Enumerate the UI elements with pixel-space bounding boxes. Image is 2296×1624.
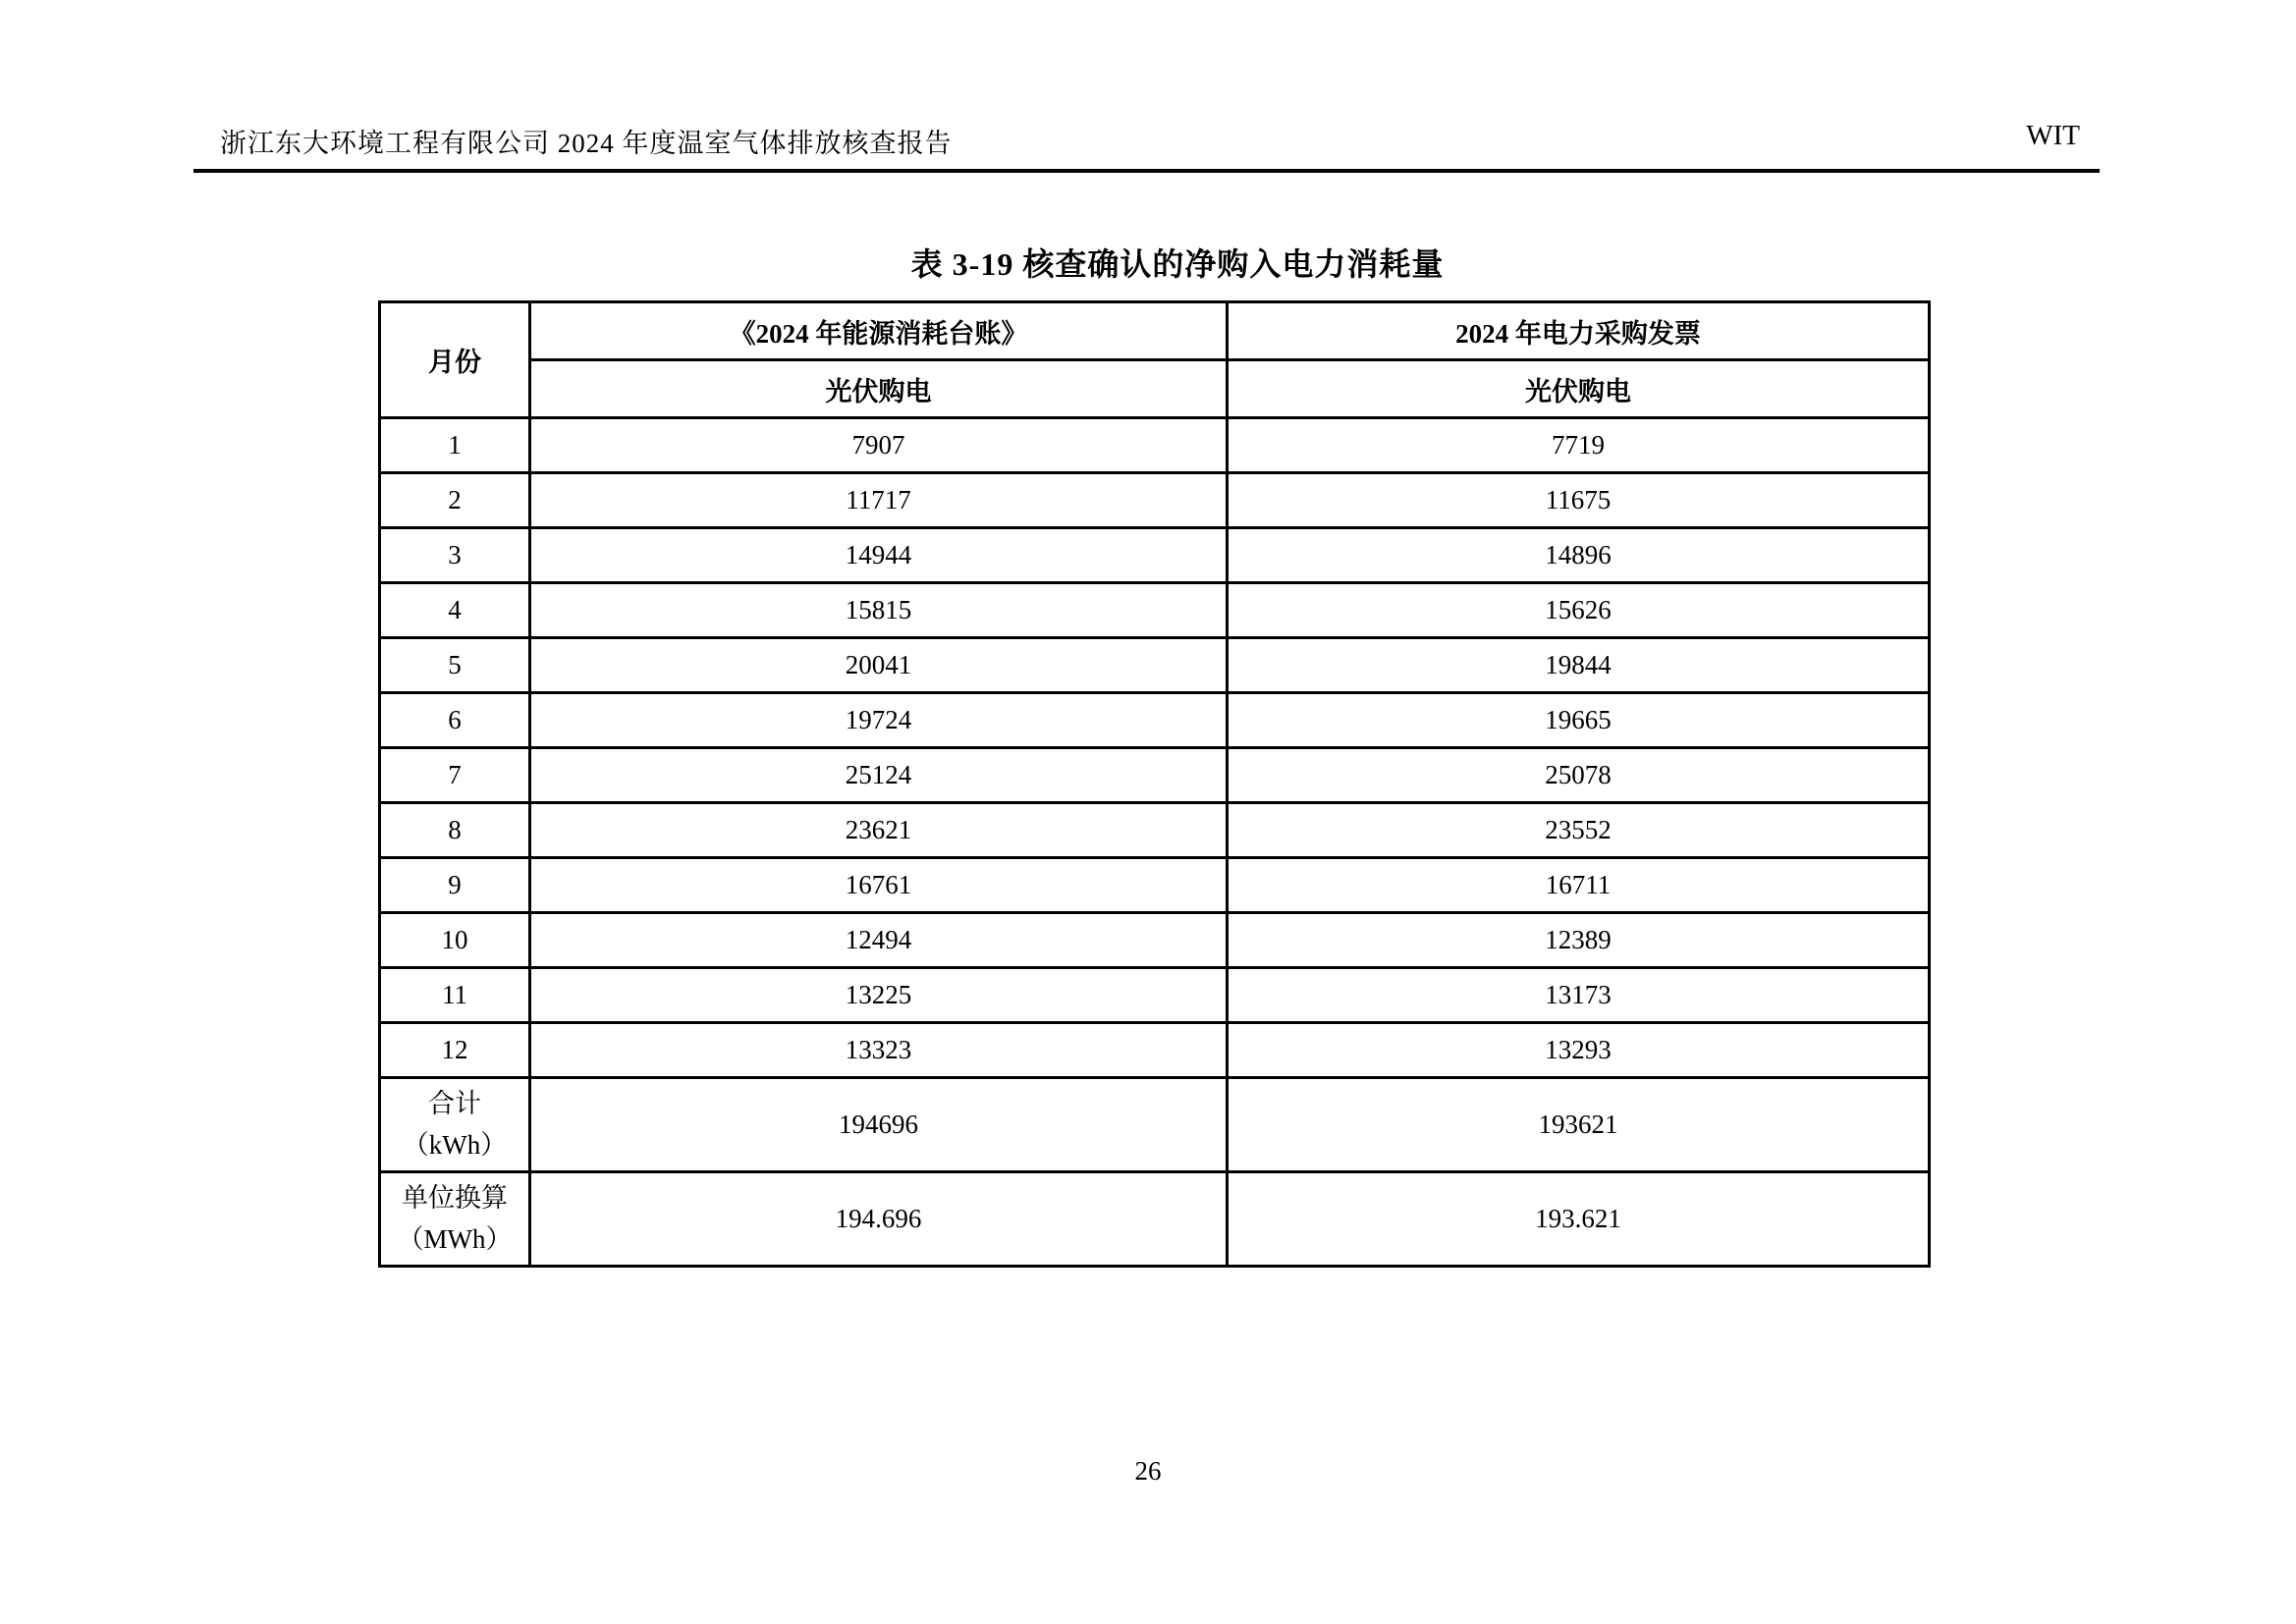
month-cell: 4 [380,583,530,638]
invoice-group-header: 2024 年电力采购发票 [1228,302,1930,360]
table-row [380,638,1930,693]
total-unit: （kWh） [402,1129,508,1160]
total-ledger-cell: 194696 [530,1078,1228,1172]
table-row [380,803,1930,858]
month-cell: 8 [380,803,530,858]
table-row [380,528,1930,583]
ledger-cell: 19724 [530,693,1228,748]
total-label: 合计 [428,1088,481,1118]
total-invoice-cell: 193621 [1228,1078,1930,1172]
ledger-cell: 25124 [530,748,1228,803]
invoice-cell: 11675 [1228,473,1930,528]
conversion-row [380,1172,1930,1267]
table-row [380,583,1930,638]
ledger-cell: 14944 [530,528,1228,583]
invoice-cell: 19665 [1228,693,1930,748]
page-number: 26 [1134,1456,1162,1486]
ledger-cell: 15815 [530,583,1228,638]
month-cell: 1 [380,418,530,473]
total-label-cell [380,1078,530,1172]
invoice-sub-header: 光伏购电 [1228,360,1930,418]
month-column-header: 月份 [380,302,530,418]
invoice-cell: 25078 [1228,748,1930,803]
table-row [380,1023,1930,1078]
table-row [380,693,1930,748]
table-group-header-row [380,302,1930,360]
table-title: 表 3-19 核查确认的净购入电力消耗量 [910,246,1445,282]
conversion-ledger-cell: 194.696 [530,1172,1228,1267]
table-row [380,418,1930,473]
table-sub-header-row [380,360,1930,418]
table-row [380,748,1930,803]
electricity-consumption-table [378,300,1931,1268]
invoice-cell: 19844 [1228,638,1930,693]
invoice-cell: 13173 [1228,968,1930,1023]
ledger-cell: 23621 [530,803,1228,858]
month-cell: 9 [380,858,530,913]
table-row [380,473,1930,528]
month-cell: 10 [380,913,530,968]
ledger-sub-header: 光伏购电 [530,360,1228,418]
ledger-cell: 13323 [530,1023,1228,1078]
ledger-cell: 12494 [530,913,1228,968]
month-cell: 3 [380,528,530,583]
total-row [380,1078,1930,1172]
month-cell: 5 [380,638,530,693]
ledger-cell: 7907 [530,418,1228,473]
invoice-cell: 15626 [1228,583,1930,638]
header-divider [193,169,2100,173]
invoice-cell: 7719 [1228,418,1930,473]
invoice-cell: 12389 [1228,913,1930,968]
invoice-cell: 16711 [1228,858,1930,913]
month-cell: 11 [380,968,530,1023]
ledger-cell: 13225 [530,968,1228,1023]
month-cell: 7 [380,748,530,803]
month-cell: 2 [380,473,530,528]
ledger-cell: 11717 [530,473,1228,528]
ledger-cell: 20041 [530,638,1228,693]
conversion-unit: （MWh） [397,1223,513,1254]
month-cell: 12 [380,1023,530,1078]
conversion-label: 单位换算 [402,1182,508,1213]
running-header-title: 浙江东大环境工程有限公司 2024 年度温室气体排放核查报告 [220,129,953,158]
month-cell: 6 [380,693,530,748]
conversion-invoice-cell: 193.621 [1228,1172,1930,1267]
invoice-cell: 14896 [1228,528,1930,583]
running-header-logo-text: WIT [2026,120,2080,151]
table-row [380,858,1930,913]
invoice-cell: 13293 [1228,1023,1930,1078]
table-row [380,968,1930,1023]
conversion-label-cell [380,1172,530,1267]
ledger-group-header: 《2024 年能源消耗台账》 [530,302,1228,360]
invoice-cell: 23552 [1228,803,1930,858]
ledger-cell: 16761 [530,858,1228,913]
table-row [380,913,1930,968]
